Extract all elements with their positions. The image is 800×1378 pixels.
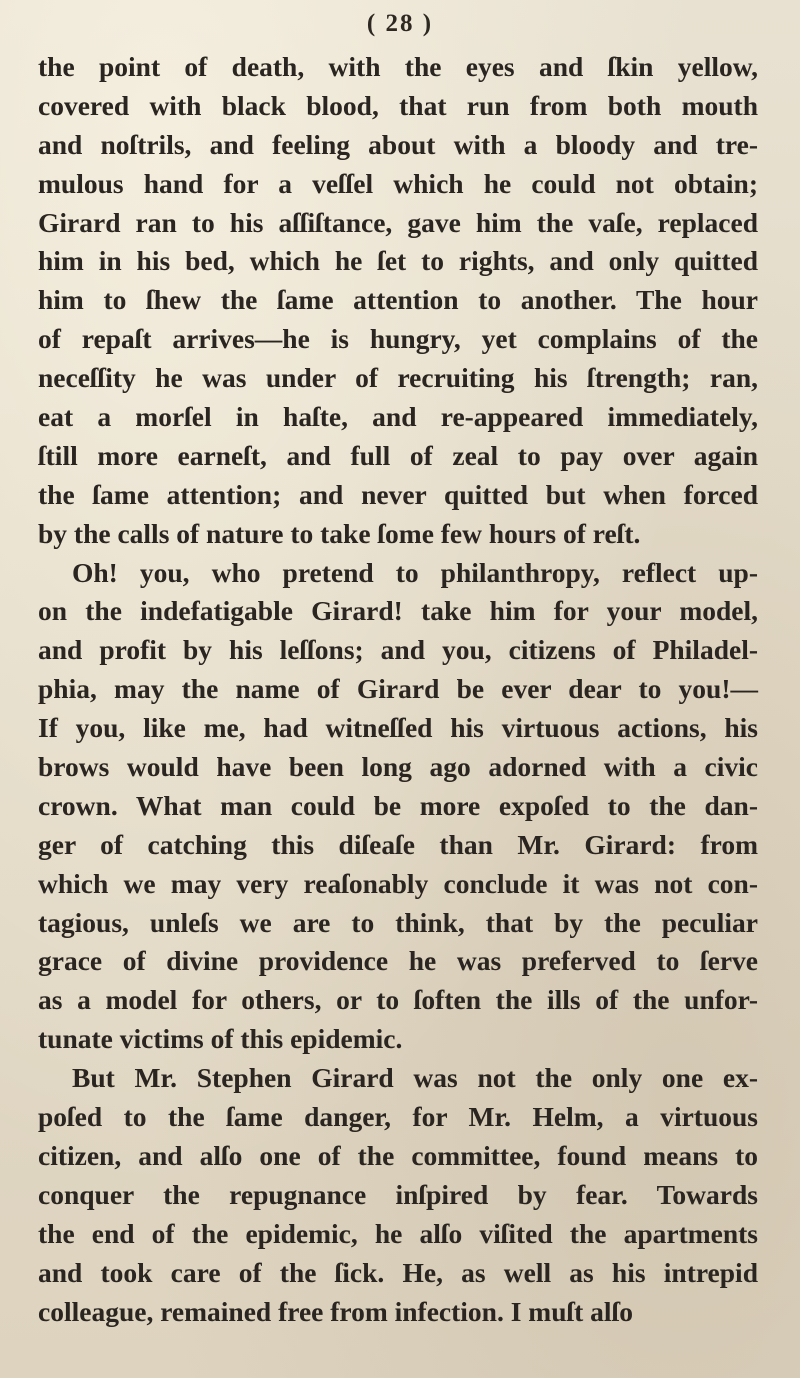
- text-line: and profit by his leſſons; and you, citizens of Philadel-: [38, 634, 758, 666]
- text-line: and noſtrils, and feeling about with a bloody and tre-: [38, 128, 758, 160]
- text-line: If you, like me, had witneſſed his virtuous actions, his: [38, 712, 758, 744]
- text-line: poſed to the ſame danger, for Mr. Helm, a virtuous: [38, 1101, 758, 1133]
- text-line: by the calls of nature to take ſome few hours of reſt.: [38, 517, 641, 549]
- text-line: grace of divine providence he was preferved to ſerve: [38, 945, 758, 977]
- text-line: neceſſity he was under of recruiting his ſtrength; ran,: [38, 362, 758, 394]
- text-line: the end of the epidemic, he alſo viſited the apartments: [38, 1217, 758, 1249]
- text-line: ſtill more earneſt, and full of zeal to pay over again: [38, 439, 758, 471]
- body-text: [38, 48, 758, 1331]
- text-line: the point of death, with the eyes and ſkin yellow,: [38, 51, 758, 82]
- text-line: crown. What man could be more expoſed to the dan-: [38, 789, 758, 821]
- text-line: of repaſt arrives—he is hungry, yet complains of the: [38, 323, 758, 355]
- text-line: phia, may the name of Girard be ever dear to you!—: [38, 673, 758, 705]
- text-line: and took care of the ſick. He, as well as his intrepid: [38, 1256, 758, 1288]
- text-line: brows would have been long ago adorned with a civic: [38, 751, 758, 783]
- text-line: him to ſhew the ſame attention to another. The hour: [38, 284, 758, 316]
- text-line: ger of catching this diſeaſe than Mr. Girard: from: [38, 828, 758, 860]
- text-line: tagious, unleſs we are to think, that by the peculiar: [38, 906, 758, 938]
- text-line: Oh! you, who pretend to philanthropy, reflect up-: [72, 556, 758, 588]
- text-line: citizen, and alſo one of the committee, found means to: [38, 1139, 758, 1171]
- page-number: ( 28 ): [366, 10, 434, 37]
- text-line: mulous hand for a veſſel which he could not obtain;: [38, 167, 758, 199]
- text-line: But Mr. Stephen Girard was not the only one ex-: [72, 1062, 758, 1094]
- text-line: him in his bed, which he ſet to rights, and only quitted: [38, 245, 758, 277]
- text-line: on the indefatigable Girard! take him for your model,: [38, 595, 758, 627]
- text-line: colleague, remained free from infection. I muſt alſo: [38, 1295, 633, 1327]
- text-line: the ſame attention; and never quitted but when forced: [38, 478, 758, 510]
- text-line: tunate victims of this epidemic.: [38, 1023, 403, 1055]
- text-line: which we may very reaſonably conclude it was not con-: [38, 867, 758, 899]
- text-line: covered with black blood, that run from both mouth: [38, 89, 758, 121]
- text-line: conquer the repugnance inſpired by fear. Towards: [38, 1178, 758, 1210]
- text-line: as a model for others, or to ſoften the ills of the unfor-: [38, 984, 758, 1016]
- text-line: Girard ran to his aſſiſtance, gave him the vaſe, replaced: [38, 206, 758, 238]
- text-line: eat a morſel in haſte, and re-appeared immediately,: [38, 401, 758, 433]
